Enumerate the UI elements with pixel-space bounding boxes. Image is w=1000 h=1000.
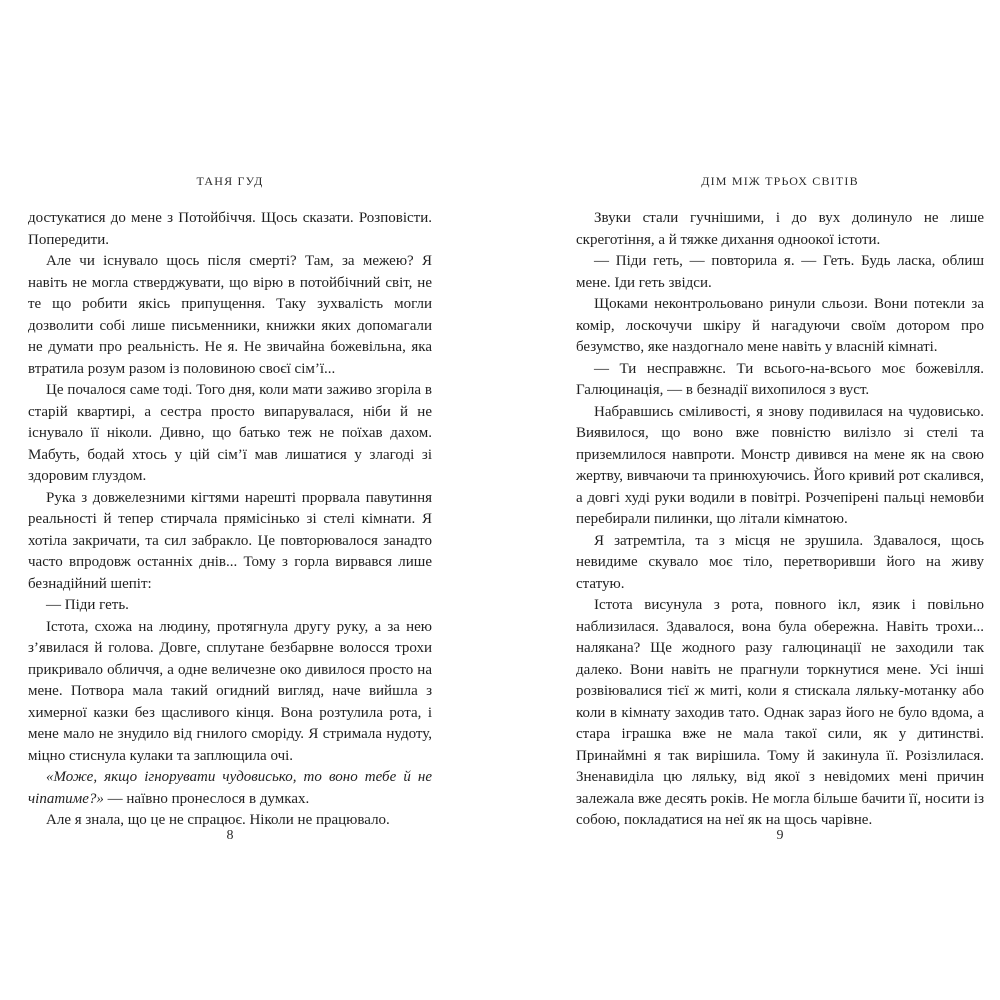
page-number: 8 [226,828,234,843]
left-page [10,160,450,860]
dialogue-line: — Піди геть. [46,597,129,613]
running-head-title: ДІМ МІЖ ТРЬОХ СВІТІВ [701,174,859,188]
right-page [560,160,1000,860]
thought-paragraph [28,767,432,810]
left-page-body [28,208,432,832]
paragraph: Набравшись сміливості, я знову подивилася на чудовисько. Виявилося, що воно вже повністю вилізло зі стелі та приземлилося навпроти. Монстр дивився на мене як на свою жертву, вивчаючи та принюхуючись. Його кривий рот скалився, а довгі худі руки водили в повітрі. Розчепірені пальці немовби перебирали пилинки, що літали кімнатою. [576,403,985,527]
running-head-author: ТАНЯ ГУД [196,174,264,188]
thought-tail: — наївно пронеслося в думках. [103,790,310,807]
paragraph: Але чи існувало щось після смерті? Там, за межею? Я навіть не могла стверджувати, що вірю в потойбічний світ, не те що робити якісь припущення. Таку зухвалість могли дозволити собі лише письменники, книжки яких допомагали не думати про реальність. Не я. Не звичайна божевільна, яка втратила розум разом із половиною своєї сім’ї... [28,253,432,377]
italic-thought: «Може, якщо ігнорувати чудовисько, то воно тебе й не чіпатиме?» [28,769,432,807]
paragraph: Істота, схожа на людину, протягнула другу руку, а за нею з’явилася й голова. Довге, сплутане безбарвне волосся трохи прикривало обличчя, а одне величезне око дивилося просто на мене. Потвора мала такий огидний вигляд, наче вийшла з химерної казки без щасливого кінця. Вона розтулила рота, і мене мало не знудило від гнилого сморіду. Я стримала нудоту, міцно стиснула кулаки та заплющила очі. [28,618,432,764]
paragraph: Звуки стали гучнішими, і до вух долинуло не лише скреготіння, а й тяжке дихання одноокої істоти. [576,210,984,248]
paragraph: достукатися до мене з Потойбіччя. Щось сказати. Розповісти. Попередити. [28,210,432,248]
paragraph: Це почалося саме тоді. Того дня, коли мати заживо згоріла в старій квартирі, а сестра просто випарувалася, ніби й не існувало її ніколи. Дивно, що батько теж не поїхав дахом. Мабуть, бодай хтось у цій сім’ї мав лишатися у злагоді зі здоровим глуздом. [28,382,432,484]
right-page-body [576,208,984,832]
dialogue-line: — Піди геть, — повторила я. — Геть. Будь ласка, облиш мене. Іди геть звідси. [576,253,984,291]
paragraph: Я затремтіла, та з місця не зрушила. Здавалося, щось невидиме скувало моє тіло, перетворивши його на живу статую. [576,532,984,592]
paragraph: Щоками неконтрольовано ринули сльози. Вони потекли за комір, лоскочучи шкіру й нагадуючи своїм дотором про безумство, яке наздогнало мене навіть у власній кімнаті. [576,296,984,355]
paragraph: Рука з довжелезними кігтями нарешті прорвала павутиння реальності й тепер стирчала прямісінько зі стелі кімнати. Я хотіла закричати, та сил забракло. Це повторювалося занадто часто впродовж останніх днів... Тому з горла вирвався лише безнадійний шепіт: [28,489,432,592]
paragraph: Але я знала, що це не спрацює. Ніколи не працювало. [46,812,390,828]
page-number: 9 [776,828,784,843]
paragraph: Істота висунула з рота, повного ікл, язик і повільно наблизилася. Здавалося, вона була обережна. Навіть трохи... налякана? Ще жодного разу галюцинації не заходили так далеко. Вони навіть не прагнули торкнутися мене. Усі інші розвіювалися тієї ж миті, коли я стискала ляльку-мотанку або коли в кімнату заходив тато. Однак зараз його не було вдома, а стара іграшка вже не мала такої сили, як у дитинстві. Принаймні я так вирішила. Тому й закинула її. Розізлилася. Зненавиділа цю ляльку, від якої з невідомих мені причин залежала вже десять років. Не могла більше бачити її, носити із собою, покладатися на неї як на щось чарівне. [576,597,984,828]
dialogue-line: — Ти несправжнє. Ти всього-на-всього моє божевілля. Галюцинація, — в безнадії вихопилося з вуст. [576,360,984,398]
